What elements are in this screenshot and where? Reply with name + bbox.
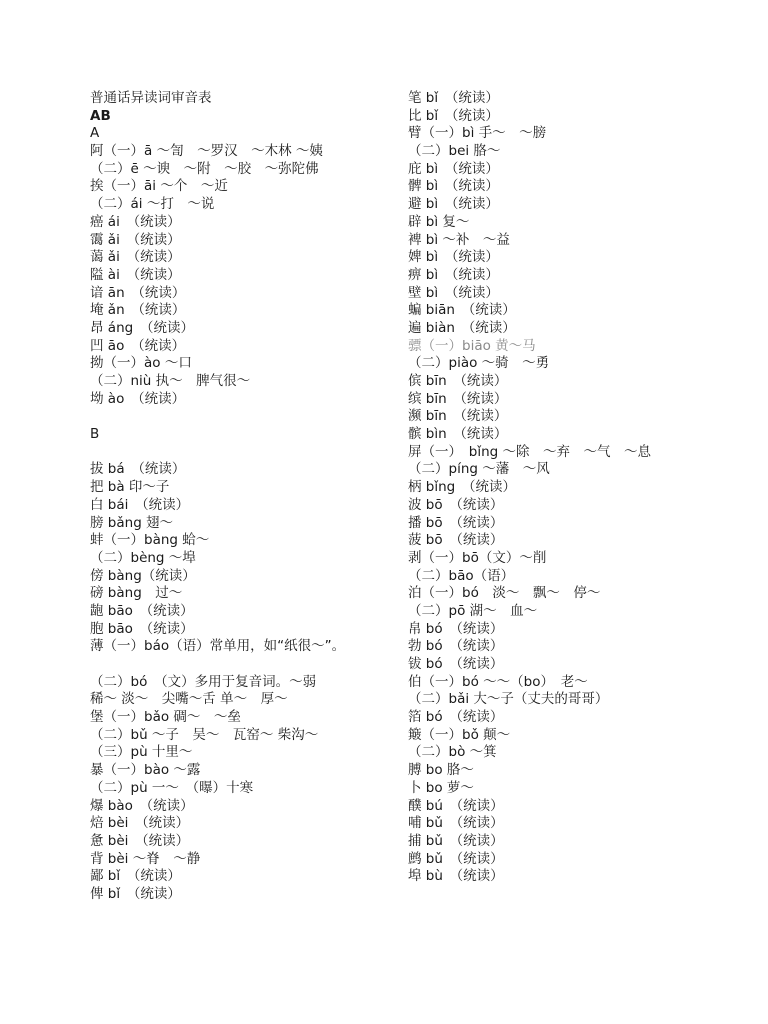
blank-line (90, 444, 390, 462)
entry-line: 钹 bó （统读） (408, 656, 504, 673)
entry-line: 捕 bǔ （统读） (408, 832, 504, 849)
entry-line: 避 bì （统读） (408, 196, 499, 213)
entry-line: 比 bǐ （统读） (408, 107, 499, 124)
entry-line: 龅 bāo （统读） (90, 602, 194, 619)
entry-line: 爆 bào （统读） (90, 797, 194, 814)
section-heading-b: B (90, 426, 100, 443)
entry-line: 蝙 biān （统读） (408, 302, 516, 319)
entry-line: 缤 bīn （统读） (408, 390, 508, 407)
entry-line: 暴（一）bào ～露 (90, 762, 201, 779)
entry-line: 俾 bǐ （统读） (90, 885, 181, 902)
entry-line: 裨 bì ～补 ～益 (408, 231, 510, 248)
entry-line: （二）bāo（语） (408, 567, 515, 584)
entry-line: 膊 bo 胳～ (408, 762, 474, 779)
entry-line: 蚌（一）bàng 蛤～ (90, 532, 210, 549)
entry-line: 焙 bèi （统读） (90, 815, 190, 832)
entry-line: （二）bèng ～埠 (90, 549, 196, 566)
entry-line: 把 bà 印～子 (90, 479, 170, 496)
entry-line: 菠 bō （统读） (408, 532, 504, 549)
entry-line: 箔 bó （统读） (408, 709, 504, 726)
entry-line: 膀 bǎng 翅～ (90, 514, 174, 531)
entry-line: 壁 bì （统读） (408, 284, 499, 301)
entry-line: 拔 bá （统读） (90, 461, 186, 478)
entry-line: 臂（一）bì 手～ ～膀 (408, 125, 547, 142)
entry-line: 勃 bó （统读） (408, 638, 504, 655)
entry-line: 播 bō （统读） (408, 514, 504, 531)
entry-line: 遍 biàn （统读） (408, 319, 516, 336)
entry-line: 背 bèi ～脊 ～静 (90, 850, 201, 867)
entry-line: 柄 bǐng （统读） (408, 479, 516, 496)
entry-line: （二）bei 胳～ (408, 143, 501, 160)
entry-line: 髀 bì （统读） (408, 178, 499, 195)
entry-line: 堡（一）bǎo 碉～ ～垒 (90, 709, 241, 726)
entry-line: 髌 bìn （统读） (408, 426, 508, 443)
entry-line: 傍 bàng（统读） (90, 567, 196, 584)
entry-line: 稀～ 淡～ 尖嘴～舌 单～ 厚～ (90, 691, 288, 708)
entry-line: 濒 bīn （统读） (408, 408, 508, 425)
entry-line: 昂 áng （统读） (90, 319, 194, 336)
entry-line: 薄（一）báo（语）常单用，如“纸很～”。 (90, 638, 346, 655)
blank-line (90, 408, 390, 426)
entry-line: 霭 ǎi （统读） (90, 231, 181, 248)
entry-line: 笔 bǐ （统读） (408, 90, 499, 106)
entry-line: （二）piào ～骑 ～勇 (408, 355, 550, 372)
entry-line: 胞 bāo （统读） (90, 620, 194, 637)
entry-line: （二）pō 湖～ 血～ (408, 602, 538, 619)
blank-line (90, 656, 390, 674)
entry-line: 鄙 bǐ （统读） (90, 868, 181, 885)
entry-line: 埯 ǎn （统读） (90, 302, 186, 319)
entry-line: 簸（一）bǒ 颠～ (408, 726, 511, 743)
entry-line: 波 bō （统读） (408, 496, 504, 513)
left-column (90, 90, 390, 904)
entry-line: （二）ái ～打 ～说 (90, 196, 215, 213)
entry-line: （二）bó （文）多用于复音词。～弱 (90, 673, 317, 690)
entry-line: 辟 bì 复～ (408, 213, 470, 230)
document-title: 普通话异读词审音表 (90, 90, 212, 106)
entry-line: （二）píng ～藩 ～风 (408, 461, 550, 478)
entry-line: 痹 bì （统读） (408, 266, 499, 283)
entry-line: （二）bǔ ～子 吴～ 瓦窑～ 柴沟～ (90, 726, 319, 743)
entry-line: 拗（一）ào ～口 (90, 355, 192, 372)
entry-line: （二）pù 一～ （曝）十寒 (90, 779, 254, 796)
entry-line: （三）pù 十里～ (90, 744, 193, 761)
entry-line: 磅 bàng 过～ (90, 585, 183, 602)
right-column (408, 90, 678, 886)
entry-line: 哺 bǔ （统读） (408, 815, 504, 832)
entry-line: （二）niù 执～ 脾气很～ (90, 373, 251, 389)
entry-line: （二）ē ～谀 ～附 ～胶 ～弥陀佛 (90, 160, 319, 177)
entry-line: 泊（一）bó 淡～ 飘～ 停～ (408, 585, 601, 602)
entry-line: 卜 bo 萝～ (408, 779, 474, 796)
section-heading-a: A (90, 125, 100, 142)
section-heading-ab: AB (90, 107, 111, 124)
entry-line: 庇 bì （统读） (408, 160, 499, 177)
entry-line: 谙 ān （统读） (90, 284, 186, 301)
entry-line: 挨（一）āi ～个 ～近 (90, 178, 228, 195)
entry-line: 隘 ài （统读） (90, 266, 181, 283)
entry-line: 帛 bó （统读） (408, 620, 504, 637)
entry-line: 婢 bì （统读） (408, 249, 499, 266)
entry-line: （二）bǎi 大～子（丈夫的哥哥） (408, 691, 609, 708)
entry-line: 阿（一）ā ～訇 ～罗汉 ～木林 ～姨 (90, 143, 323, 160)
entry-line: （二）bò ～箕 (408, 744, 497, 761)
entry-line: 惫 bèi （统读） (90, 832, 190, 849)
entry-line-wrapped: 屏（一） bǐng ～除 ～弃 ～气 ～息 (408, 443, 651, 460)
entry-line: 蔼 ǎi （统读） (90, 249, 181, 266)
entry-line: 鹧 bǔ （统读） (408, 850, 504, 867)
entry-line: 骠（一）biāo 黄～马 (408, 337, 536, 354)
entry-line: 伯（一）bó ～～（bo） 老～ (408, 673, 588, 690)
entry-line: 凹 āo （统读） (90, 337, 186, 354)
entry-line: 白 bái （统读） (90, 496, 190, 513)
entry-line: 傧 bīn （统读） (408, 373, 508, 389)
entry-line: 癌 ái （统读） (90, 213, 181, 230)
entry-line: 剥（一）bō（文）～削 (408, 549, 547, 566)
entry-line: 醭 bú （统读） (408, 797, 504, 814)
entry-line: 坳 ào （统读） (90, 390, 186, 407)
entry-line: 埠 bù （统读） (408, 868, 504, 885)
